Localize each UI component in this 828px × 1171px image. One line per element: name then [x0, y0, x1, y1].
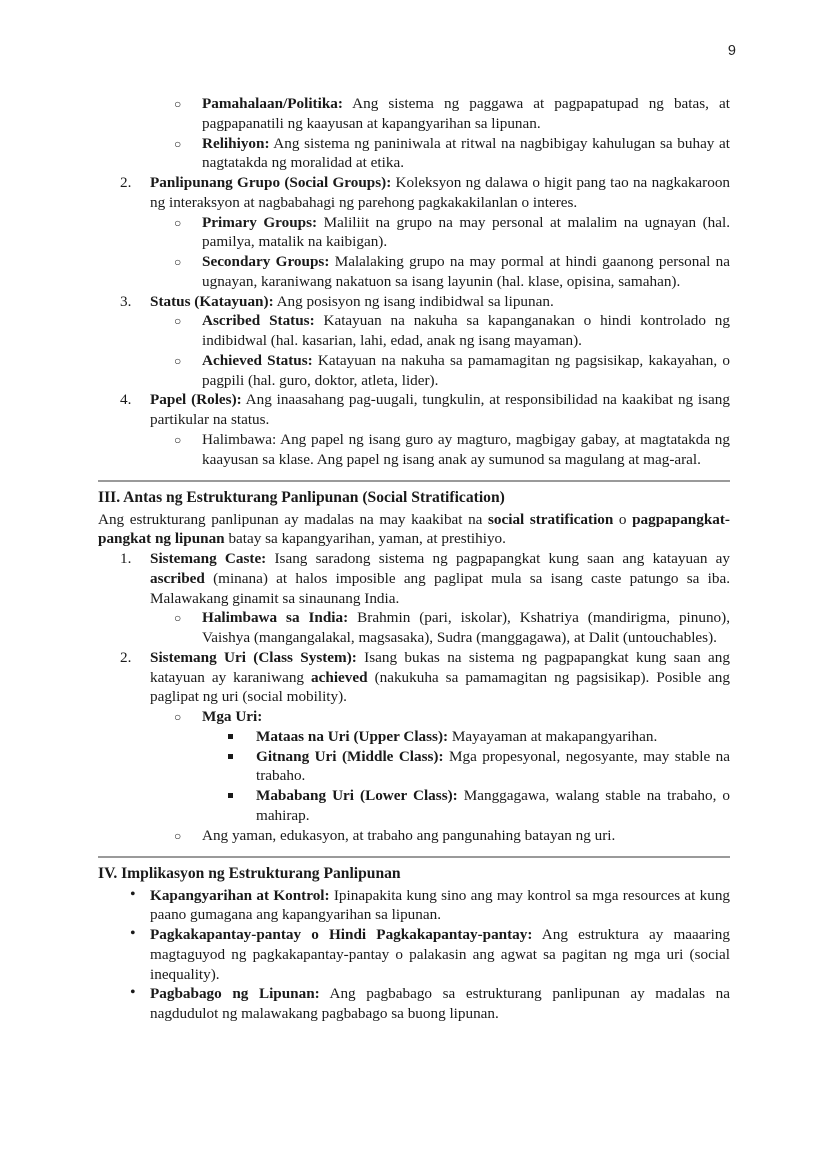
- list-item-text: Maliliit na grupo na may personal at malalim na ugnayan (hal. pamilya, matalik na kaibigan).: [202, 213, 730, 251]
- list-item: [98, 549, 730, 608]
- list-item: [98, 747, 730, 787]
- circle-bullet-icon: ○: [174, 314, 182, 329]
- list-item: [98, 727, 730, 747]
- list-item-text: Ang sistema ng paniniwala at ritwal na nagbibigay kahulugan sa buhay at nagtatakda ng moralidad at etika.: [202, 134, 730, 172]
- square-bullet-icon: [228, 754, 233, 759]
- section-divider: [98, 856, 730, 858]
- list-item-text-a: Isang bukas na sistema ng pagpapangkat kung saan ang katayuan ay karaniwang: [150, 648, 730, 686]
- list-item-text: Mga propesyonal, negosyante, may stable na trabaho.: [256, 747, 730, 785]
- list-item-bold-a: achieved: [311, 668, 368, 686]
- list-item: [98, 886, 730, 926]
- circle-bullet-icon: ○: [174, 710, 182, 725]
- list-item-term: Pamahalaan/Politika:: [202, 95, 343, 112]
- sublist-roles-example: [98, 430, 730, 470]
- list-item-term: Pagbabago ng Lipunan:: [150, 985, 320, 1003]
- sublist-social-groups: [98, 213, 730, 292]
- list-item: [98, 311, 730, 351]
- list-item-term: Panlipunang Grupo (Social Groups):: [150, 174, 392, 191]
- list-item-text: Malalaking grupo na may pormal at hindi gaanong personal na ugnayan, karaniwang nakatuon sa isang layunin (hal. klase, opisina, samahan).: [202, 253, 730, 290]
- circle-bullet-icon: ○: [174, 828, 182, 843]
- list-item-term: Halimbawa sa India:: [202, 609, 349, 627]
- list-number: 1.: [120, 550, 132, 568]
- class-list: [98, 727, 730, 826]
- list-number: 3.: [120, 292, 132, 310]
- circle-bullet-icon: ○: [174, 97, 182, 111]
- list-item: [98, 292, 730, 312]
- list-item: [98, 390, 730, 430]
- square-bullet-icon: [228, 793, 233, 798]
- list-number: 4.: [120, 391, 132, 409]
- list-item-term: Primary Groups:: [202, 213, 318, 231]
- section-three-item-2: [98, 648, 730, 707]
- list-item-text: Katayuan na nakuha sa kapanganakan o hindi kontrolado ng indibidwal (hal. kasarian, lahi, edad, anak ng isang mayaman).: [202, 312, 730, 349]
- list-item-text-b: (minana) at halos imposible ang paglipat mula sa isang caste patungo sa iba. Malawakang ginamit sa sinaunang India.: [150, 569, 730, 607]
- list-item: [98, 351, 730, 391]
- list-item-term: Secondary Groups:: [202, 253, 330, 270]
- square-bullet-icon: [228, 734, 233, 739]
- section-three-intro: [98, 510, 730, 550]
- round-bullet-icon: •: [130, 885, 136, 903]
- sublist-status: [98, 311, 730, 390]
- list-item: [98, 707, 730, 727]
- list-item-text: Katayuan na nakuha sa pamamagitan ng pagsisikap, kakayahan, o pagpili (hal. guro, doktor, atleta, lider).: [202, 351, 730, 389]
- list-item-term: Kapangyarihan at Kontrol:: [150, 886, 330, 904]
- list-item: [98, 94, 730, 134]
- list-item-term: Mababang Uri (Lower Class):: [256, 787, 458, 805]
- circle-bullet-icon: ○: [174, 255, 182, 269]
- intro-text-part-2: o: [613, 510, 633, 528]
- list-item-text: Mayayaman at makapangyarihan.: [448, 727, 658, 745]
- list-item-text: Ipinapakita kung sino ang may kontrol sa mga resources at kung paano gumagana ang kapangyarihan sa lipunan.: [150, 886, 731, 924]
- section-three-item-1: [98, 549, 730, 608]
- list-item-text: Koleksyon ng dalawa o higit pang tao na nagkakaroon ng interaksyon at nagbabahagi ng parehong pagkakakilanlan o interes.: [150, 174, 731, 211]
- numbered-list-item-2: [98, 173, 730, 213]
- list-item-term: Achieved Status:: [202, 351, 313, 369]
- list-item-text-b: (nakukuha sa pamamagitan ng pagsisikap). Posible ang paglipat ng uri (social mobility).: [150, 668, 730, 706]
- list-item-term: Papel (Roles):: [150, 391, 242, 409]
- list-item: [98, 826, 730, 846]
- list-item-term: Relihiyon:: [202, 134, 270, 152]
- intro-text-part-1: Ang estrukturang panlipunan ay madalas na may kaakibat na: [98, 510, 488, 528]
- sublist-uri-note: [98, 826, 730, 846]
- list-item-text: Ang inaasahang pag-uugali, tungkulin, at responsibilidad na kaakibat ng isang partikular na status.: [150, 391, 730, 428]
- list-item: [98, 648, 730, 707]
- list-item: [98, 925, 730, 984]
- list-item-term: Ascribed Status:: [202, 312, 315, 330]
- list-item: [98, 213, 730, 253]
- list-item-term: Pagkakapantay-pantay o Hindi Pagkakapantay-pantay:: [150, 926, 533, 944]
- list-item-text: Ang posisyon ng isang indibidwal sa lipunan.: [273, 292, 554, 310]
- circle-bullet-icon: ○: [174, 215, 182, 230]
- list-item-text-a: Isang saradong sistema ng pagpapangkat kung saan ang katayuan ay: [266, 550, 730, 568]
- intro-bold-2: pagpapangkat-pangkat ng lipunan: [98, 510, 730, 548]
- section-three-heading: III. Antas ng Estrukturang Panlipunan (Social Stratification): [98, 489, 505, 507]
- list-item-term: Gitnang Uri (Middle Class):: [256, 747, 444, 765]
- page-number: 9: [727, 43, 736, 59]
- intro-text-part-3: batay sa kapangyarihan, yaman, at prestihiyo.: [224, 530, 506, 548]
- sublist-caste-example: [98, 608, 730, 648]
- list-item-text: Manggagawa, walang stable na trabaho, o mahirap.: [256, 787, 730, 824]
- circle-bullet-icon: ○: [174, 611, 182, 626]
- round-bullet-icon: •: [130, 925, 136, 943]
- list-item: [98, 252, 730, 292]
- section-four-heading: IV. Implikasyon ng Estrukturang Panlipunan: [98, 865, 401, 883]
- round-bullet-icon: •: [130, 984, 136, 1002]
- sublist-heading: Mga Uri:: [202, 708, 263, 726]
- list-item-text: Ang yaman, edukasyon, at trabaho ang pangunahing batayan ng uri.: [202, 826, 616, 844]
- list-item: [98, 134, 730, 174]
- list-item: [98, 173, 730, 213]
- intro-bold-1: social stratification: [487, 510, 614, 528]
- section-four-list: [98, 886, 730, 1024]
- numbered-list-item-4: [98, 390, 730, 430]
- list-item: [98, 608, 730, 648]
- list-item: [98, 984, 730, 1024]
- list-item-bold-a: ascribed: [150, 569, 205, 587]
- list-item-text: Brahmin (pari, iskolar), Kshatriya (mandirigma, pinuno), Vaishya (mangangalakal, magsasaka), Sudra (manggagawa), at Dalit (untouchables).: [202, 609, 731, 647]
- list-number: 2.: [120, 648, 132, 666]
- list-item: [98, 786, 730, 826]
- numbered-list-item-3: [98, 292, 730, 312]
- circle-bullet-icon: ○: [174, 136, 182, 151]
- list-item-text: Ang pagbabago sa estrukturang panlipunan ay madalas na nagdudulot ng malawakang pagbabago sa buong lipunan.: [150, 985, 730, 1023]
- list-item-text: Ang estruktura ay maaaring magtaguyod ng pagkakapantay-pantay o palakasin ang agwat sa pagitan ng mga uri (social inequality).: [150, 926, 730, 983]
- section-divider: [98, 480, 730, 482]
- circle-bullet-icon: ○: [174, 353, 182, 368]
- continued-sublist: [98, 94, 730, 173]
- circle-bullet-icon: ○: [174, 432, 182, 447]
- list-item-term: Mataas na Uri (Upper Class):: [256, 727, 449, 745]
- list-item-term: Sistemang Caste:: [150, 550, 267, 568]
- list-number: 2.: [120, 174, 132, 191]
- list-item-text: Ang sistema ng paggawa at pagpapatupad ng batas, at pagpapanatili ng kaayusan at kapangyarihan sa lipunan.: [202, 95, 730, 132]
- list-item-term: Status (Katayuan):: [150, 292, 274, 310]
- list-item-text: Halimbawa: Ang papel ng isang guro ay magturo, magbigay gabay, at magtatakda ng kaayusan sa klase. Ang papel ng isang anak ay sumunod sa magulang at mag-aral.: [202, 430, 730, 468]
- page-content: [98, 94, 730, 1024]
- list-item: [98, 430, 730, 470]
- sublist-mga-uri-heading: [98, 707, 730, 727]
- list-item-term: Sistemang Uri (Class System):: [150, 648, 357, 666]
